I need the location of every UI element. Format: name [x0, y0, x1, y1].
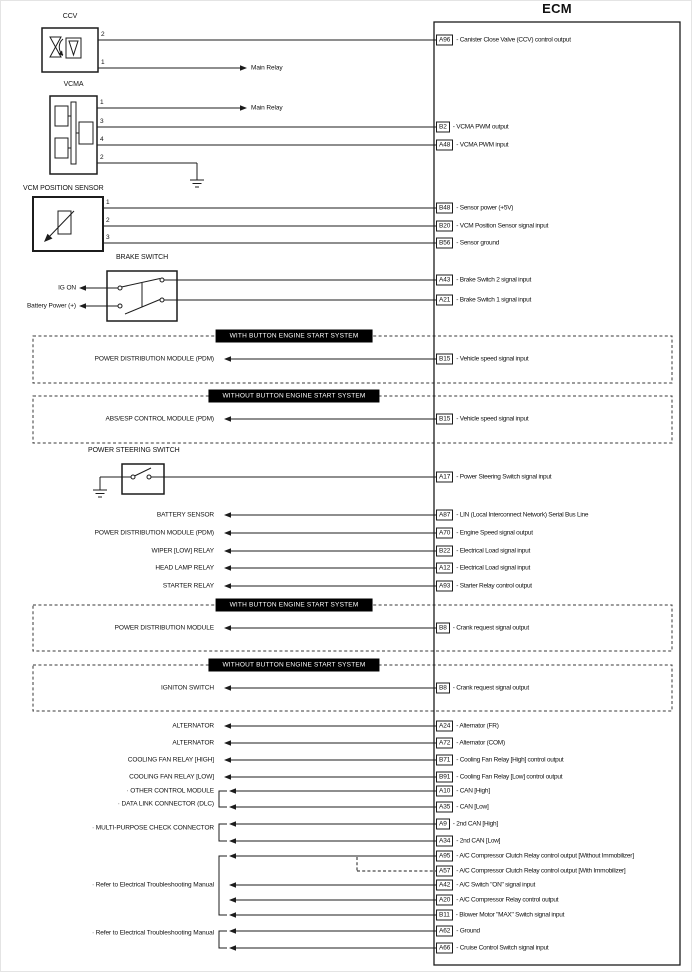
ecm-pin-id: A9	[436, 819, 450, 830]
ecm-pin-id: A24	[436, 721, 453, 732]
ecm-pin-row	[436, 836, 500, 847]
ecm-pin-desc: - Engine Speed signal output	[456, 529, 533, 537]
brake-switch-label: BRAKE SWITCH	[115, 254, 169, 261]
ecm-pin-row	[436, 926, 480, 937]
ecm-pin-row	[436, 563, 530, 574]
vcm-position-sensor-label: VCM POSITION SENSOR	[23, 185, 104, 192]
group-banner: WITH BUTTON ENGINE START SYSTEM	[216, 330, 373, 343]
ecm-pin-desc: - CAN [Low]	[456, 803, 489, 811]
group-module-label: IGNITON SWITCH	[160, 684, 214, 692]
ecm-pin-id: B2	[436, 122, 450, 133]
left-label: · Refer to Electrical Troubleshooting Manual	[91, 929, 214, 937]
ecm-pin-desc: - Vehicle speed signal input	[456, 415, 529, 423]
ecm-pin-id: B71	[436, 755, 453, 766]
ecm-pin-desc: - 2nd CAN [Low]	[456, 837, 501, 845]
ecm-pin-row	[436, 546, 530, 557]
arrowheads	[79, 65, 247, 951]
ccv-pin-number: 2	[101, 31, 105, 38]
ecm-pin-id: A87	[436, 510, 453, 521]
ecm-pin-desc: - Cruise Control Switch signal input	[456, 944, 549, 952]
vcm-sensor-pin-number: 2	[106, 217, 110, 224]
ecm-pin-desc: - Power Steering Switch signal input	[456, 473, 552, 481]
ecm-pin-desc: - Blower Motor "MAX" Switch signal input	[455, 911, 565, 919]
ecm-pin-row	[436, 851, 634, 862]
ecm-pin-row	[436, 122, 508, 133]
ecm-pin-row	[436, 528, 533, 539]
ecm-pin-id: A35	[436, 802, 453, 813]
ecm-pin-desc: - Electrical Load signal input	[456, 564, 531, 572]
ecm-pin-row	[436, 910, 564, 921]
vcm-sensor-pin-number: 1	[106, 199, 110, 206]
ecm-pin-row	[436, 866, 625, 877]
group-module-label: ABS/ESP CONTROL MODULE (PDM)	[105, 415, 214, 423]
ecm-pin-row	[436, 819, 498, 830]
ecm-pin-id: A34	[436, 836, 453, 847]
ecm-pin-desc: - Electrical Load signal input	[456, 547, 531, 555]
vcm-position-sensor-symbol	[33, 197, 103, 251]
a57-dashed-branch	[357, 857, 438, 871]
ecm-pin-row	[436, 140, 508, 151]
ecm-pin-desc: - VCM Position Sensor signal input	[456, 222, 549, 230]
ecm-pin-desc: - A/C Compressor Clutch Relay control output [Without Immobilizer]	[456, 852, 634, 860]
ecm-pin-desc: - Cooling Fan Relay [Low] control output	[456, 773, 563, 781]
vcma-pin-number: 1	[100, 99, 104, 106]
main-relay-label: Main Relay	[251, 64, 283, 72]
left-label: · DATA LINK CONNECTOR (DLC)	[117, 800, 214, 808]
ecm-pin-id: A20	[436, 895, 453, 906]
ecm-pin-id: B11	[436, 910, 453, 921]
left-label: BATTERY SENSOR	[156, 511, 214, 519]
ecm-pin-row	[436, 721, 499, 732]
left-label: WIPER [LOW] RELAY	[151, 547, 214, 555]
ecm-pin-id: A48	[436, 140, 453, 151]
group-brackets	[219, 791, 227, 948]
ecm-pin-id: B22	[436, 546, 453, 557]
ecm-pin-id: A66	[436, 943, 453, 954]
left-label: POWER DISTRIBUTION MODULE (PDM)	[94, 529, 214, 537]
group-banner: WITHOUT BUTTON ENGINE START SYSTEM	[208, 390, 379, 403]
vcma-pin-number: 3	[100, 118, 104, 125]
ecm-pin-row	[436, 472, 551, 483]
ecm-pin-desc: - Sensor power (+5V)	[456, 204, 514, 212]
ecm-pin-id: A93	[436, 581, 453, 592]
group-module-label: POWER DISTRIBUTION MODULE	[114, 624, 214, 632]
ecm-pin-id: B8	[436, 683, 450, 694]
ecm-pin-id: A43	[436, 275, 453, 286]
ecm-pin-row	[436, 943, 548, 954]
brake-switch-symbol	[107, 271, 177, 321]
ecm-pin-row	[436, 35, 571, 46]
ecm-pin-id: B91	[436, 772, 453, 783]
ecm-pin-row	[436, 414, 528, 425]
vcma-symbol	[50, 96, 97, 174]
left-label: COOLING FAN RELAY [HIGH]	[127, 756, 214, 764]
left-label: · MULTI-PURPOSE CHECK CONNECTOR	[92, 824, 214, 832]
ecm-pin-row	[436, 203, 513, 214]
ecm-pin-desc: - CAN [High]	[456, 787, 490, 795]
left-label: STARTER RELAY	[162, 582, 214, 590]
ecm-pin-desc: - Brake Switch 1 signal input	[456, 296, 532, 304]
ecm-pin-id: A42	[436, 880, 453, 891]
ecm-pin-desc: - VCMA PWM input	[456, 141, 509, 149]
ecm-pin-id: B48	[436, 203, 453, 214]
ecm-pin-desc: - Vehicle speed signal input	[456, 355, 529, 363]
ecm-pin-row	[436, 786, 490, 797]
ecm-title: ECM	[542, 1, 572, 16]
ecm-pin-desc: - VCMA PWM output	[452, 123, 509, 131]
ccv-pin-number: 1	[101, 59, 105, 66]
ecm-pin-row	[436, 683, 529, 694]
ecm-pin-row	[436, 510, 588, 521]
ecm-pin-row	[436, 354, 528, 365]
vcma-pin-number: 4	[100, 136, 104, 143]
ecm-pin-id: A70	[436, 528, 453, 539]
ecm-pin-id: A72	[436, 738, 453, 749]
ecm-pin-desc: - Starter Relay control output	[456, 582, 532, 590]
ecm-pin-id: A17	[436, 472, 453, 483]
ecm-pin-id: A95	[436, 851, 453, 862]
ecm-pin-row	[436, 880, 535, 891]
ecm-pin-desc: - Sensor ground	[456, 239, 500, 247]
ecm-pin-id: B8	[436, 623, 450, 634]
battery-power-label: Battery Power (+)	[26, 302, 76, 310]
ecm-pin-row	[436, 772, 562, 783]
ecm-pin-desc: - Ground	[456, 927, 480, 935]
ecm-pin-desc: - A/C Switch "ON" signal input	[456, 881, 536, 889]
ecm-pin-id: B15	[436, 354, 453, 365]
ecm-pin-desc: - A/C Compressor Relay control output	[456, 896, 559, 904]
ecm-pin-row	[436, 275, 531, 286]
ecm-pin-id: A12	[436, 563, 453, 574]
ecm-pin-row	[436, 755, 563, 766]
left-label: COOLING FAN RELAY [LOW]	[129, 773, 214, 781]
vcma-label: VCMA	[63, 81, 84, 88]
left-label: · OTHER CONTROL MODULE	[126, 787, 214, 795]
ecm-pin-id: B20	[436, 221, 453, 232]
ecm-pin-desc: - Cooling Fan Relay [High] control output	[456, 756, 564, 764]
ecm-pin-row	[436, 895, 558, 906]
vcma-pin-number: 2	[100, 154, 104, 161]
left-label: · Refer to Electrical Troubleshooting Manual	[91, 881, 214, 889]
power-steering-switch-symbol	[122, 464, 164, 494]
ecm-pin-row	[436, 623, 529, 634]
ecm-pin-desc: - LIN (Local Interconnect Network) Serial Bus Line	[456, 511, 589, 519]
ecm-pin-row	[436, 238, 499, 249]
ecm-pin-id: B56	[436, 238, 453, 249]
ecm-pin-desc: - Alternator (COM)	[456, 739, 505, 747]
main-relay-label: Main Relay	[251, 104, 283, 112]
ecm-pin-row	[436, 802, 489, 813]
ecm-pin-id: A21	[436, 295, 453, 306]
ecm-pin-row	[436, 221, 548, 232]
ecm-pin-row	[436, 738, 505, 749]
group-module-label: POWER DISTRIBUTION MODULE (PDM)	[94, 355, 214, 363]
ecm-pin-row	[436, 581, 532, 592]
ecm-pin-id: A96	[436, 35, 453, 46]
power-steering-switch-label: POWER STEERING SWITCH	[88, 447, 180, 454]
ecm-pin-desc: - Alternator (FR)	[456, 722, 499, 730]
left-label: ALTERNATOR	[172, 739, 214, 747]
ig-on-label: IG ON	[58, 284, 76, 292]
ecm-pin-desc: - Crank request signal output	[452, 684, 529, 692]
ecm-pin-desc: - Brake Switch 2 signal input	[456, 276, 532, 284]
ecm-pin-id: A57	[436, 866, 453, 877]
ccv-symbol	[42, 28, 98, 72]
ecm-pin-id: A62	[436, 926, 453, 937]
ecm-pin-desc: - 2nd CAN [High]	[452, 820, 498, 828]
ecm-pin-id: B15	[436, 414, 453, 425]
group-banner: WITH BUTTON ENGINE START SYSTEM	[216, 599, 373, 612]
ecm-pin-desc: - Crank request signal output	[452, 624, 529, 632]
ecm-pin-desc: - A/C Compressor Clutch Relay control output [With Immobilizer]	[456, 867, 626, 875]
left-label: HEAD LAMP RELAY	[155, 564, 214, 572]
group-banner: WITHOUT BUTTON ENGINE START SYSTEM	[208, 659, 379, 672]
ecm-pin-desc: - Canister Close Valve (CCV) control output	[456, 36, 571, 44]
ccv-label: CCV	[62, 13, 78, 20]
ecm-pin-row	[436, 295, 531, 306]
left-label: ALTERNATOR	[172, 722, 214, 730]
vcm-sensor-pin-number: 3	[106, 234, 110, 241]
ecm-pin-id: A10	[436, 786, 453, 797]
